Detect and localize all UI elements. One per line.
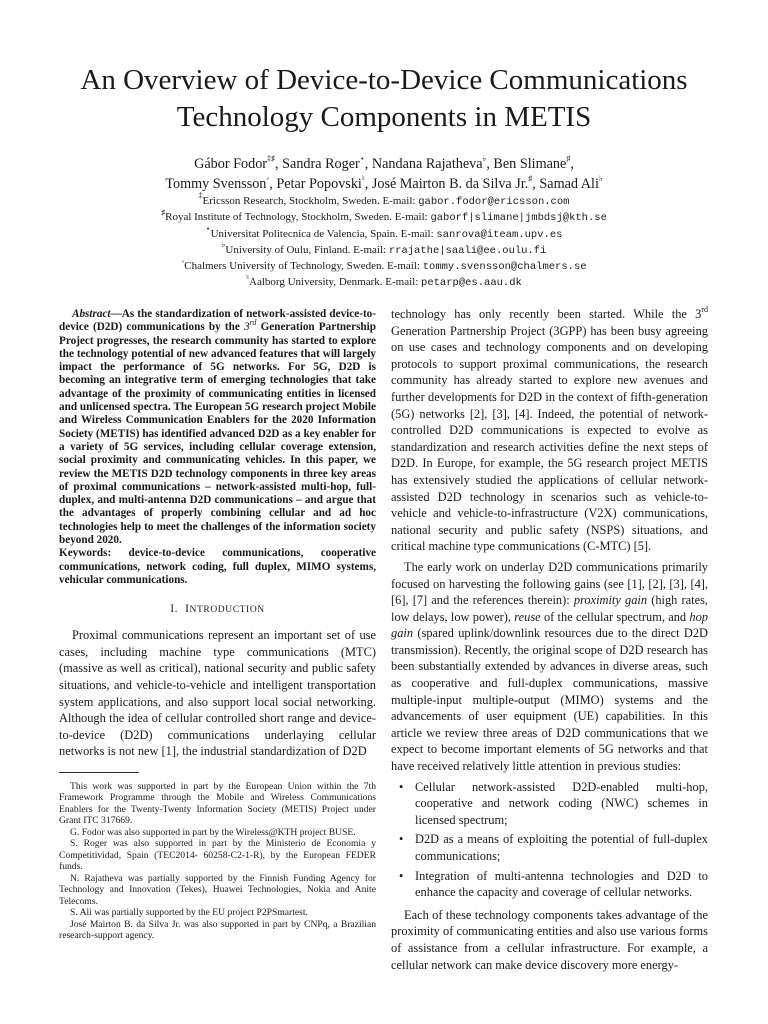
- bullet-icon: •: [399, 779, 404, 794]
- body-text: of the cellular spectrum, and: [540, 609, 690, 624]
- keywords: Keywords: device-to-device communications, cooperative communications, network coding, full duplex, MIMO systems, vehicular communications.: [59, 547, 376, 586]
- affiliation-text: Universitat Politecnica de Valencia, Spain. E-mail:: [210, 227, 437, 240]
- affiliation-mark: ⋆: [205, 223, 211, 233]
- abstract-text: As the standardization of network-assisted device-to-device (D2D) communications by the: [59, 308, 376, 334]
- author-name: Tommy Svensson: [165, 175, 267, 192]
- section-heading-introduction: [59, 603, 376, 615]
- affiliation-line: [30, 272, 738, 291]
- section-number: I.: [170, 603, 179, 616]
- author-name: , Samad Ali: [532, 175, 599, 192]
- abstract-label: Abstract: [72, 308, 111, 320]
- footnote-rule: [59, 772, 139, 773]
- abstract-ordinal-sup: rd: [249, 317, 257, 327]
- emphasis-text: proximity gain: [573, 593, 648, 608]
- author-name: , Ben Slimane: [486, 156, 567, 172]
- footnote: N. Rajatheva was partially supported by the Finnish Funding Agency for Technology and Innovation (Tekes), Huawei Technologies, Nokia and Anite Telecoms.: [59, 872, 376, 907]
- affiliation-line: [30, 240, 738, 259]
- affiliation-mark: ♭: [221, 240, 226, 250]
- affiliation-email[interactable]: tommy.svensson@chalmers.se: [422, 261, 587, 274]
- author-line-2: [30, 175, 738, 195]
- author-mark: ♮: [361, 173, 365, 183]
- bullet-item: [399, 831, 708, 864]
- affiliation-email[interactable]: gaborf|slimane|jmbdsj@kth.se: [430, 212, 607, 225]
- affiliation-email[interactable]: sanrova@iteam.upv.es: [436, 228, 563, 241]
- emphasis-text: hop gain: [391, 609, 708, 641]
- body-text: Generation Partnership Project (3GPP) has been busy agreeing on use cases and technology components and on developing protocols to support proximal communications, the research community has already started to explore new avenues and further developments for D2D in the context of fifth-generation (5G) networks [2], [3], [4]. Indeed, the potential of network-controlled D2D communications is expected to evolve as standardization and research activities define the next steps of D2D. In Europe, for example, the 5G research project METIS has extensively studied the applications of cellular network-assisted D2D technology in scenarios such as vehicle-to-vehicle and vehicle-to-infrastructure (V2X) communications, national security and public safety (NSPS) situations, and critical machine type communications (C-MTC) [5].: [391, 323, 708, 554]
- abstract-dash: —: [110, 308, 122, 320]
- author-name: , Nandana Rajatheva: [364, 156, 483, 172]
- affiliation-mark: ‡: [198, 191, 203, 201]
- author-mark: ♯: [528, 173, 533, 183]
- affiliation-text: Chalmers University of Technology, Sweden. E-mail:: [184, 260, 423, 273]
- bullet-item: [399, 868, 708, 901]
- bullet-text: Integration of multi-antenna technologies and D2D to enhance the capacity and coverage of cellular networks.: [415, 868, 708, 900]
- left-column: [59, 306, 376, 942]
- affiliation-mark: ◦: [181, 256, 185, 266]
- affiliation-email[interactable]: gabor.fodor@ericsson.com: [418, 196, 570, 208]
- affiliation-list: [30, 191, 738, 292]
- affiliation-text: University of Oulu, Finland. E-mail:: [225, 243, 389, 256]
- section-title-initial: I: [185, 603, 190, 616]
- body-text: (spared uplink/downlink resources due to the direct D2D transmission). Recently, the original scope of D2D research has been substantially extended by advances in diverse areas, such as cooperative and full-duplex communications, massive multiple-input multiple-output (MIMO) systems and the advancements of user equipment (UE) capabilities. In this article we review three areas of D2D communications that we expect to become important elements of 5G networks and that have received relatively little attention in previous studies:: [391, 626, 708, 774]
- body-paragraph: Each of these technology components takes advantage of the proximity of communicating entities and also use various forms of assistance from a cellular infrastructure. For example, a cellular network can make device discovery more energy-: [391, 907, 708, 972]
- author-mark: ♯: [566, 154, 571, 164]
- bullet-text: D2D as a means of exploiting the potential of full-duplex communications;: [415, 832, 708, 863]
- affiliation-text: Aalborg University, Denmark. E-mail:: [249, 276, 422, 289]
- ordinal-sup: rd: [701, 304, 708, 314]
- affiliation-line: [30, 207, 738, 226]
- author-name: Gábor Fodor: [194, 156, 268, 172]
- bullet-list: [391, 779, 708, 901]
- body-text: (high rates, low delays, low power),: [391, 593, 708, 624]
- bullet-icon: •: [399, 832, 404, 847]
- footnote: José Mairton B. da Silva Jr. was also supported in part by CNPq, a Brazilian research-support agency.: [59, 918, 376, 942]
- author-name: , José Mairton B. da Silva Jr.: [364, 175, 529, 192]
- footnote: S. Ali was partially supported by the EU project P2PSmartest.: [70, 907, 308, 919]
- affiliation-line: [30, 191, 738, 210]
- author-line-1: [30, 155, 738, 175]
- affiliation-email[interactable]: petarp@es.aau.dk: [421, 277, 522, 290]
- author-list: [30, 155, 738, 194]
- author-mark: ‡♯: [267, 154, 276, 164]
- affiliation-mark: ♯: [161, 207, 166, 217]
- right-column: [391, 306, 708, 973]
- affiliation-mark: ♮: [246, 272, 250, 282]
- emphasis-text: reuse: [514, 609, 541, 624]
- author-separator: ,: [570, 156, 574, 172]
- affiliation-line: [30, 256, 738, 275]
- affiliation-text: Ericsson Research, Stockholm, Sweden. E-mail:: [202, 195, 419, 207]
- author-mark: ♭: [482, 154, 487, 164]
- author-name: , Petar Popovski: [269, 175, 362, 192]
- body-paragraph: [391, 306, 708, 555]
- author-mark: ◦: [266, 173, 270, 183]
- affiliation-email[interactable]: rrajathe|saali@ee.oulu.fi: [388, 244, 547, 257]
- affiliation-line: [30, 223, 738, 243]
- paper-title: An Overview of Device-to-Device Communications Technology Components in METIS: [80, 64, 688, 133]
- bullet-icon: •: [399, 868, 404, 883]
- body-text: The early work on underlay D2D communications primarily focused on harvesting the following gains (see [1], [2], [3], [4], [6], [7] and the references therein):: [391, 559, 708, 608]
- footnote: This work was supported in part by the European Union within the 7th Framework Programme through the Mobile and Wireless Communications Enablers for the Twenty-Twenty Information Society (METIS) Project under Grant ITC 317669.: [59, 780, 376, 827]
- footnote: S. Roger was also supported in part by the Ministerio de Economia y Competitividad, Spain (TEC2014- 60258-C2-1-R), by the European FEDER funds.: [59, 838, 376, 873]
- body-paragraph: [391, 559, 708, 775]
- author-mark: ⋆: [359, 154, 365, 164]
- bullet-item: [399, 779, 708, 829]
- body-text: technology has only recently been started. While the 3: [391, 307, 702, 321]
- intro-paragraph: Proximal communications represent an important set of use cases, including machine type communications (MTC) (massive as well as critical), national security and public safety situations, and vehicle-to-vehicle and intelligent transportation system applications, and also support local social networking. Although the idea of cellular controlled short range and device-to-device (D2D) communications underlaying cellular networks is not new [1], the industrial standardization of D2D: [59, 628, 376, 759]
- section-title-rest: NTRODUCTION: [189, 605, 265, 616]
- abstract: [59, 308, 376, 547]
- affiliation-text: Royal Institute of Technology, Stockholm, Sweden. E-mail:: [165, 211, 431, 224]
- bullet-text: Cellular network-assisted D2D-enabled multi-hop, cooperative and network coding (NWC) schemes in licensed spectrum;: [415, 779, 708, 827]
- abstract-text: Generation Partnership Project progresses, the research community has started to explore the technology potential of new advanced features that will largely impact the performance of 5G networks. For 5G, D2D is becoming an integrative term of emerging technologies that take advantage of the proximity of communicating entities in licensed and unlicensed spectra. The European 5G research project Mobile and Wireless Communication Enablers for the 2020 Information Society (METIS) has identified advanced D2D as a key enabler for a variety of 5G services, including cellular coverage extension, social proximity and communicating vehicles. In this paper, we review the METIS D2D technology components in three key areas of proximal communications – network-assisted multi-hop, full-duplex, and multi-antenna D2D communications – and argue that the advantages of properly combining cellular and ad hoc technologies help to meet the challenges of the information society beyond 2020.: [59, 321, 376, 547]
- abstract-ordinal: 3: [243, 321, 250, 334]
- author-name: , Sandra Roger: [275, 156, 360, 172]
- footnote: G. Fodor was also supported in part by the Wireless@KTH project BUSE.: [70, 826, 356, 838]
- author-mark: ♭: [598, 173, 603, 183]
